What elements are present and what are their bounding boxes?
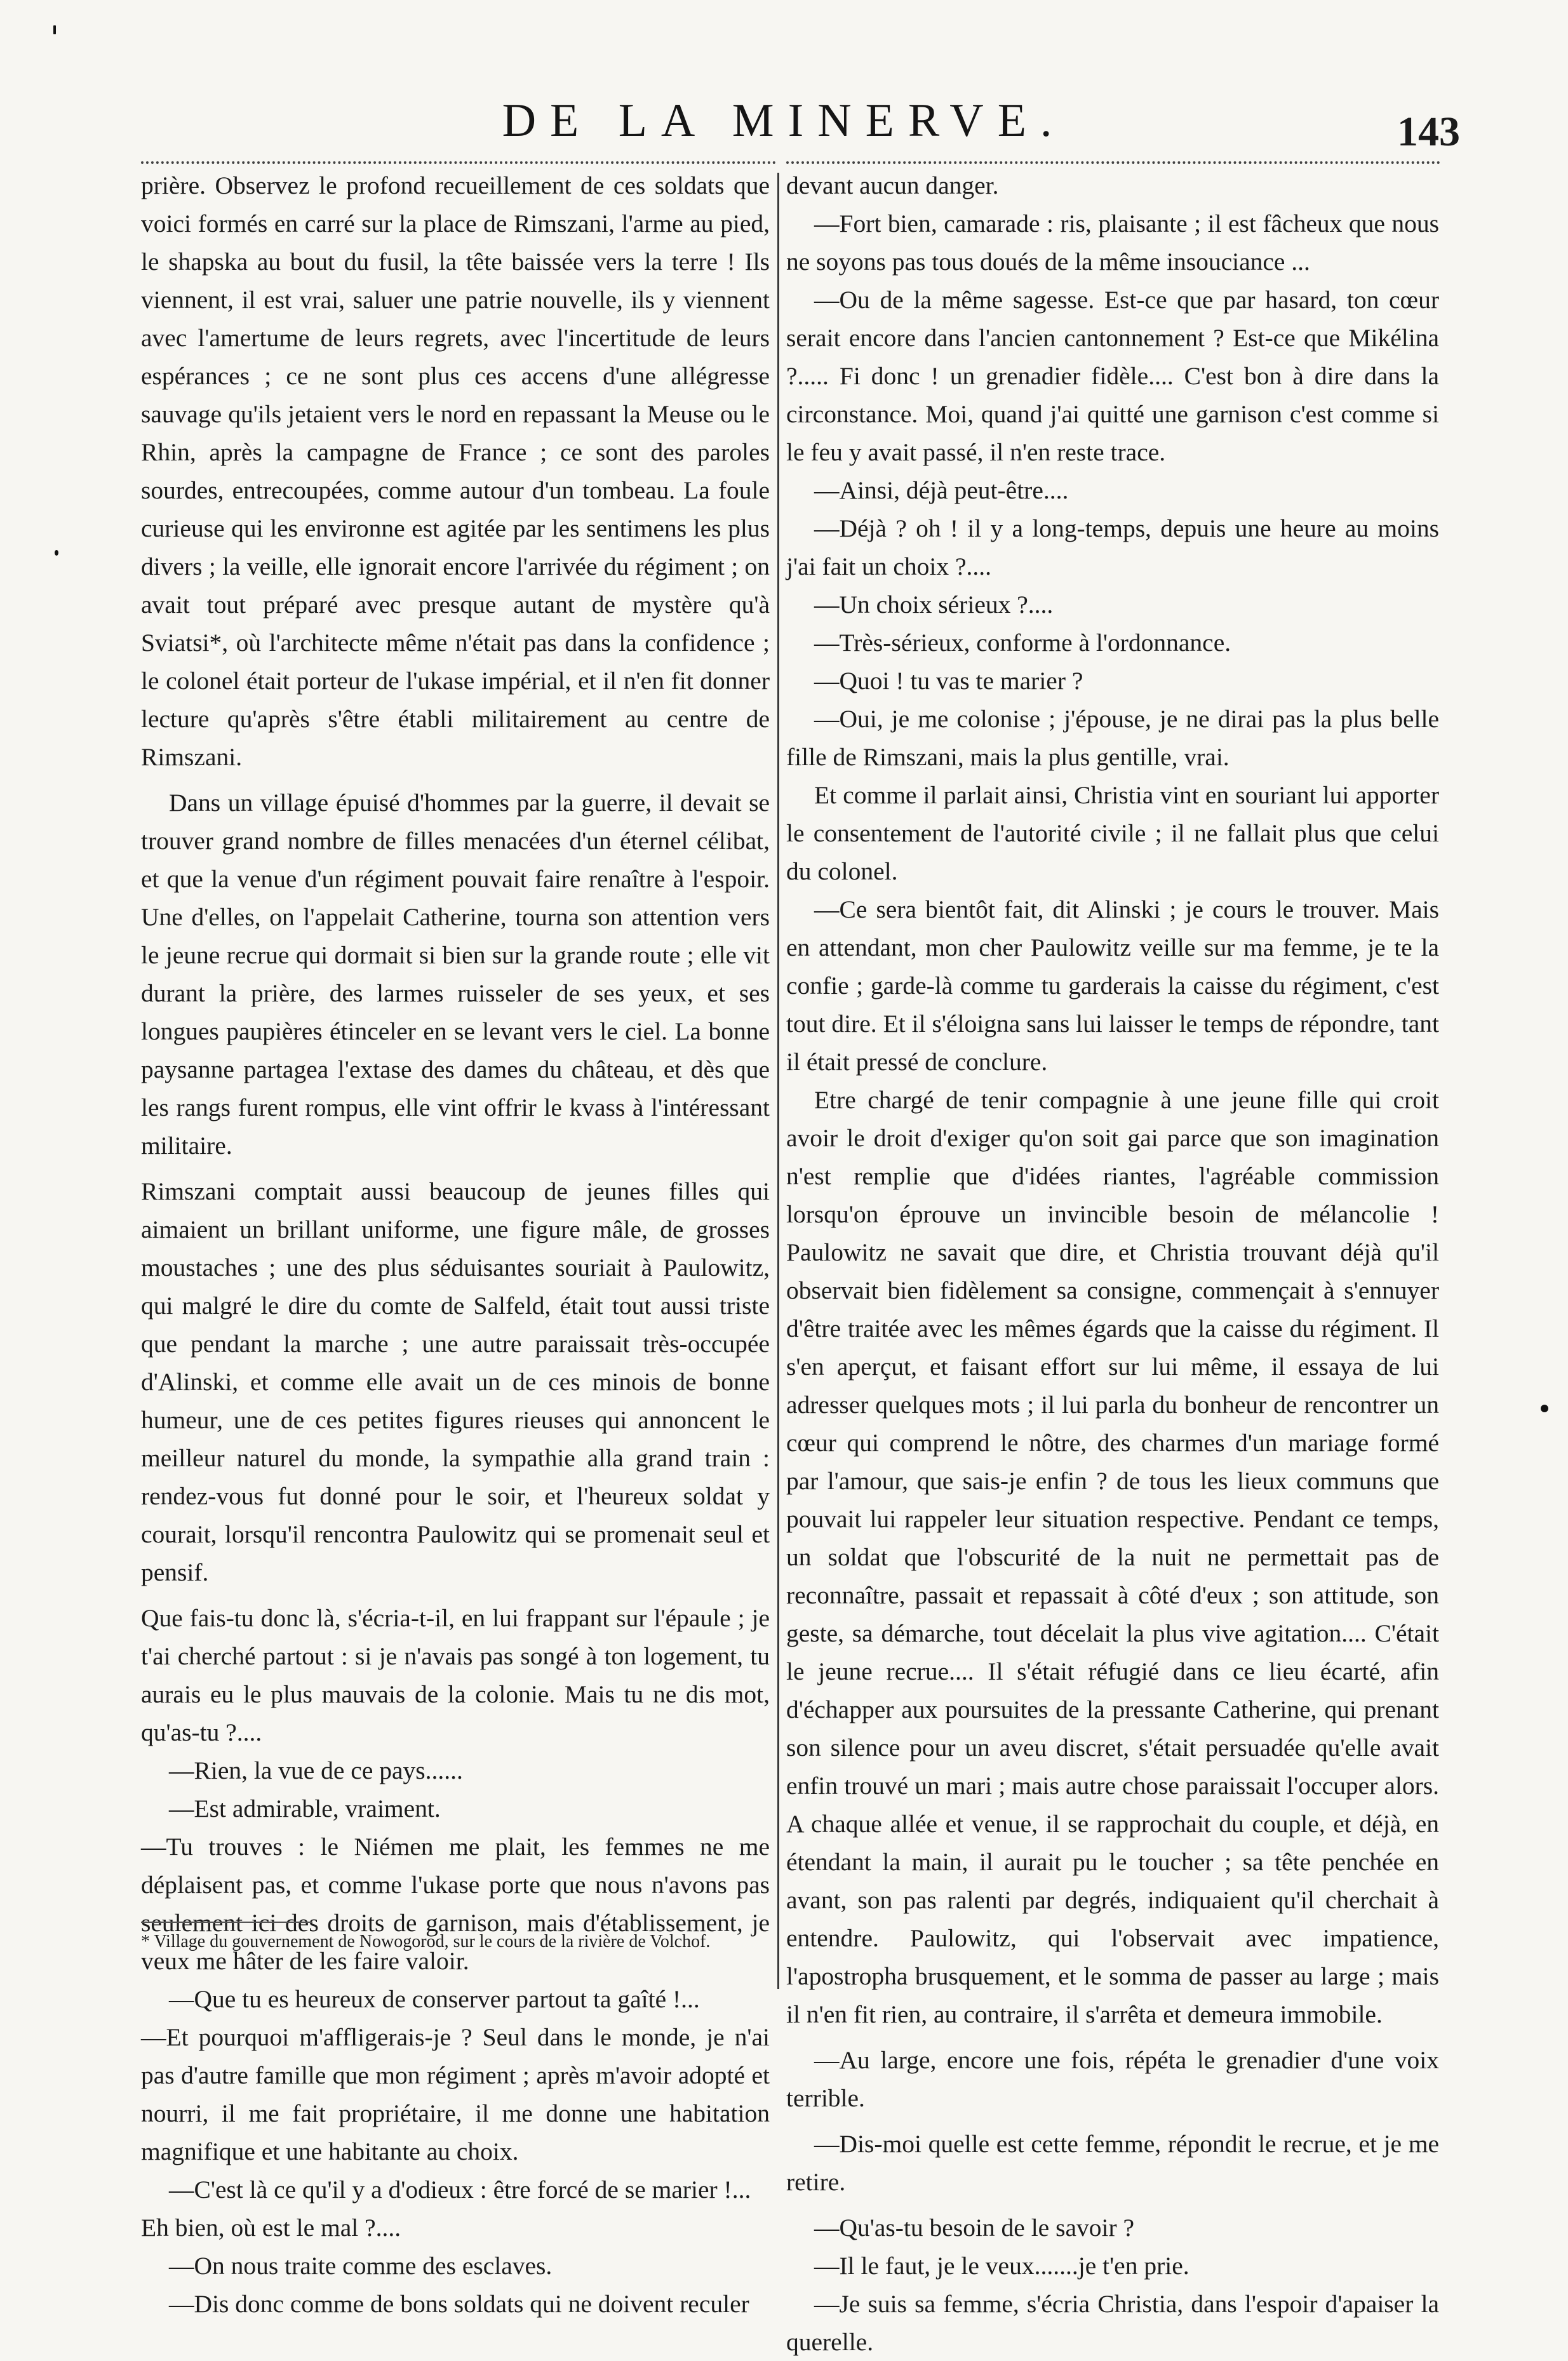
- paragraph: Etre chargé de tenir compagnie à une jeune fille qui croit avoir le droit d'exiger qu'on soit gai parce que son imagination n'est remplie que d'idées riantes, l'agréable commission lorsqu'on éprouve un invincible besoin de mélancolie ! Paulowitz ne savait que dire, et Christia trouvant déjà qu'il observait bien fidèlement sa consigne, commençait à s'ennuyer d'être traitée avec les mêmes égards que la caisse du régiment. Il s'en aperçut, et faisant effort sur lui même, il essaya de lui adresser quelques mots ; il lui parla du bonheur de rencontrer un cœur qui comprend le nôtre, des charmes d'un mariage formé par l'amour, que sais-je enfin ? de tous les lieux communs que pouvait lui rappeler leur situation respective. Pendant ce temps, un soldat que l'obscurité de la nuit ne permettait pas de reconnaître, passait et repassait à côté d'eux ; son attitude, son geste, sa démarche, tout décelait la plus vive agitation.... C'était le jeune recrue.... Il s'était réfugié dans ce lieu écarté, afin d'échapper aux poursuites de la pressante Catherine, qui prenant son silence pour un aveu discret, s'était persuadée qu'elle avait enfin trouvé un mari ; mais autre chose paraissait l'occuper alors. A chaque allée et venue, il se rapprochait du couple, et déjà, en étendant la main, il aurait pu le toucher ; sa tête penchée en avant, son pas ralenti par degrés, indiquaient qu'il cherchait à entendre. Paulowitz, qui l'observait avec impatience, l'apostropha brusquement, et le somma de passer au large ; mais il n'en fit rien, au contraire, il s'arrêta et demeura immobile.: [786, 1086, 1439, 2028]
- print-speck: [1541, 1405, 1548, 1412]
- dialogue-line: —Dis-moi quelle est cette femme, répondit le recrue, et je me retire.: [786, 2130, 1439, 2196]
- dialogue-line: —Est admirable, vraiment.: [169, 1795, 441, 1823]
- dialogue-line: —Très-sérieux, conforme à l'ordonnance.: [814, 629, 1231, 657]
- dialogue-line: —Rien, la vue de ce pays......: [169, 1756, 463, 1784]
- paragraph: Que fais-tu donc là, s'écria-t-il, en lui frappant sur l'épaule ; je t'ai cherché partout : si je n'avais pas songé à ton logement, tu aurais eu le plus mauvais de la colonie. Mais tu ne dis mot, qu'as-tu ?....: [141, 1604, 770, 1746]
- dialogue-line: —Déjà ? oh ! il y a long-temps, depuis une heure au moins j'ai fait un choix ?....: [786, 514, 1439, 580]
- dialogue-line: —Quoi ! tu vas te marier ?: [814, 667, 1083, 695]
- dialogue-line: —Et pourquoi m'affligerais-je ? Seul dans le monde, je n'ai pas d'autre famille que mon régiment ; après m'avoir adopté et nourri, il me fait propriétaire, il me donne une habitation magnifique et une habitante au choix.: [141, 2023, 770, 2165]
- right-column: [786, 166, 1439, 2361]
- paragraph: Dans un village épuisé d'hommes par la guerre, il devait se trouver grand nombre de filles menacées d'un éternel célibat, et que la venue d'un régiment pouvait faire renaître à l'espoir. Une d'elles, on l'appelait Catherine, tourna son attention vers le jeune recrue qui dormait si bien sur la grande route ; elle vit durant la prière, des larmes ruisseler de ses yeux, et ses longues paupières étinceler en se levant vers le ciel. La bonne paysanne partagea l'extase des dames du château, et dès que les rangs furent rompus, elle vint offrir le kvass à l'intéressant militaire.: [141, 789, 770, 1160]
- dialogue-line: —On nous traite comme des esclaves.: [169, 2252, 553, 2280]
- print-speck: [53, 25, 56, 34]
- dialogue-line: —Un choix sérieux ?....: [814, 591, 1054, 619]
- dialogue-line: —Oui, je me colonise ; j'épouse, je ne dirai pas la plus belle fille de Rimszani, mais la plus gentille, vrai.: [786, 705, 1439, 771]
- left-column: [141, 166, 770, 2323]
- paragraph: prière. Observez le profond recueillement de ces soldats que voici formés en carré sur la place de Rimszani, l'arme au pied, le shapska au bout du fusil, la tête baissée vers la terre ! Ils viennent, il est vrai, saluer une patrie nouvelle, ils y viennent avec l'amertume de leurs regrets, avec l'incertitude de leurs espérances ; ce ne sont plus ces accens d'une allégresse sauvage qu'ils jetaient vers le nord en repassant la Meuse ou le Rhin, après la campagne de France ; ce sont des paroles sourdes, entrecoupées, comme autour d'un tombeau. La foule curieuse qui les environne est agitée par les sentimens les plus divers ; la veille, elle ignorait encore l'arrivée du régiment ; on avait tout préparé avec presque autant de mystère qu'à Sviatsi*, où l'architecte même n'était pas dans la confidence ; le colonel était porteur de l'ukase impérial, et il n'en fit donner lecture qu'après s'être établi militairement au centre de Rimszani.: [141, 171, 770, 771]
- dialogue-line: —Qu'as-tu besoin de le savoir ?: [814, 2214, 1135, 2242]
- dialogue-line: —Tu trouves : le Niémen me plait, les femmes ne me déplaisent pas, et comme l'ukase porte que nous n'avons pas seulement ici des droits de garnison, mais d'établissement, je veux me hâter de les faire valoir.: [141, 1833, 770, 1975]
- print-speck: [55, 550, 58, 556]
- paragraph: devant aucun danger.: [786, 171, 999, 199]
- paragraph: Et comme il parlait ainsi, Christia vint en souriant lui apporter le consentement de l'autorité civile ; il ne fallait plus que celui du colonel.: [786, 781, 1439, 885]
- dialogue-line: —Dis donc comme de bons soldats qui ne doivent reculer: [169, 2290, 749, 2318]
- dialogue-line: Eh bien, où est le mal ?....: [141, 2214, 401, 2242]
- dialogue-line: —Ainsi, déjà peut-être....: [814, 476, 1069, 504]
- dialogue-line: —Fort bien, camarade : ris, plaisante ; il est fâcheux que nous ne soyons pas tous doués de la même insouciance ...: [786, 210, 1439, 276]
- page-number: 143: [1397, 109, 1460, 155]
- header-rule-left: [141, 161, 776, 164]
- dialogue-line: —Au large, encore une fois, répéta le grenadier d'une voix terrible.: [786, 2046, 1439, 2112]
- dialogue-line: —C'est là ce qu'il y a d'odieux : être forcé de se marier !...: [169, 2176, 751, 2204]
- footnote-rule: [141, 1922, 312, 1923]
- column-divider: [777, 173, 779, 1989]
- footnote: * Village du gouvernement de Nowogorod, sur le cours de la rivière de Volchof.: [141, 1932, 711, 1951]
- dialogue-line: —Que tu es heureux de conserver partout ta gaîté !...: [169, 1985, 700, 2013]
- dialogue-line: —Je suis sa femme, s'écria Christia, dans l'espoir d'apaiser la querelle.: [786, 2290, 1439, 2356]
- header-rule-right: [786, 161, 1440, 164]
- dialogue-line: —Il le faut, je le veux.......je t'en prie.: [814, 2252, 1189, 2280]
- dialogue-line: —Ou de la même sagesse. Est-ce que par hasard, ton cœur serait encore dans l'ancien cantonnement ? Est-ce que Mikélina ?..... Fi donc ! un grenadier fidèle.... C'est bon à dire dans la circonstance. Moi, quand j'ai quitté une garnison c'est comme si le feu y avait passé, il n'en reste trace.: [786, 286, 1439, 466]
- dialogue-line: —Ce sera bientôt fait, dit Alinski ; je cours le trouver. Mais en attendant, mon cher Paulowitz veille sur ma femme, je te la confie ; garde-là comme tu garderais la caisse du régiment, c'est tout dire. Et il s'éloigna sans lui laisser le temps de répondre, tant il était pressé de conclure.: [786, 895, 1439, 1076]
- paragraph: Rimszani comptait aussi beaucoup de jeunes filles qui aimaient un brillant uniforme, une figure mâle, de grosses moustaches ; une des plus séduisantes souriait à Paulowitz, qui malgré le dire du comte de Salfeld, était tout aussi triste que pendant la marche ; une autre paraissait très-occupée d'Alinski, et comme elle avait un de ces minois de bonne humeur, une de ces petites figures rieuses qui annoncent le meilleur naturel du monde, la sympathie alla grand train : rendez-vous fut donné pour le soir, et l'heureux soldat y courait, lorsqu'il rencontra Paulowitz qui se promenait seul et pensif.: [141, 1177, 770, 1586]
- running-title: DE LA MINERVE.: [502, 95, 1066, 147]
